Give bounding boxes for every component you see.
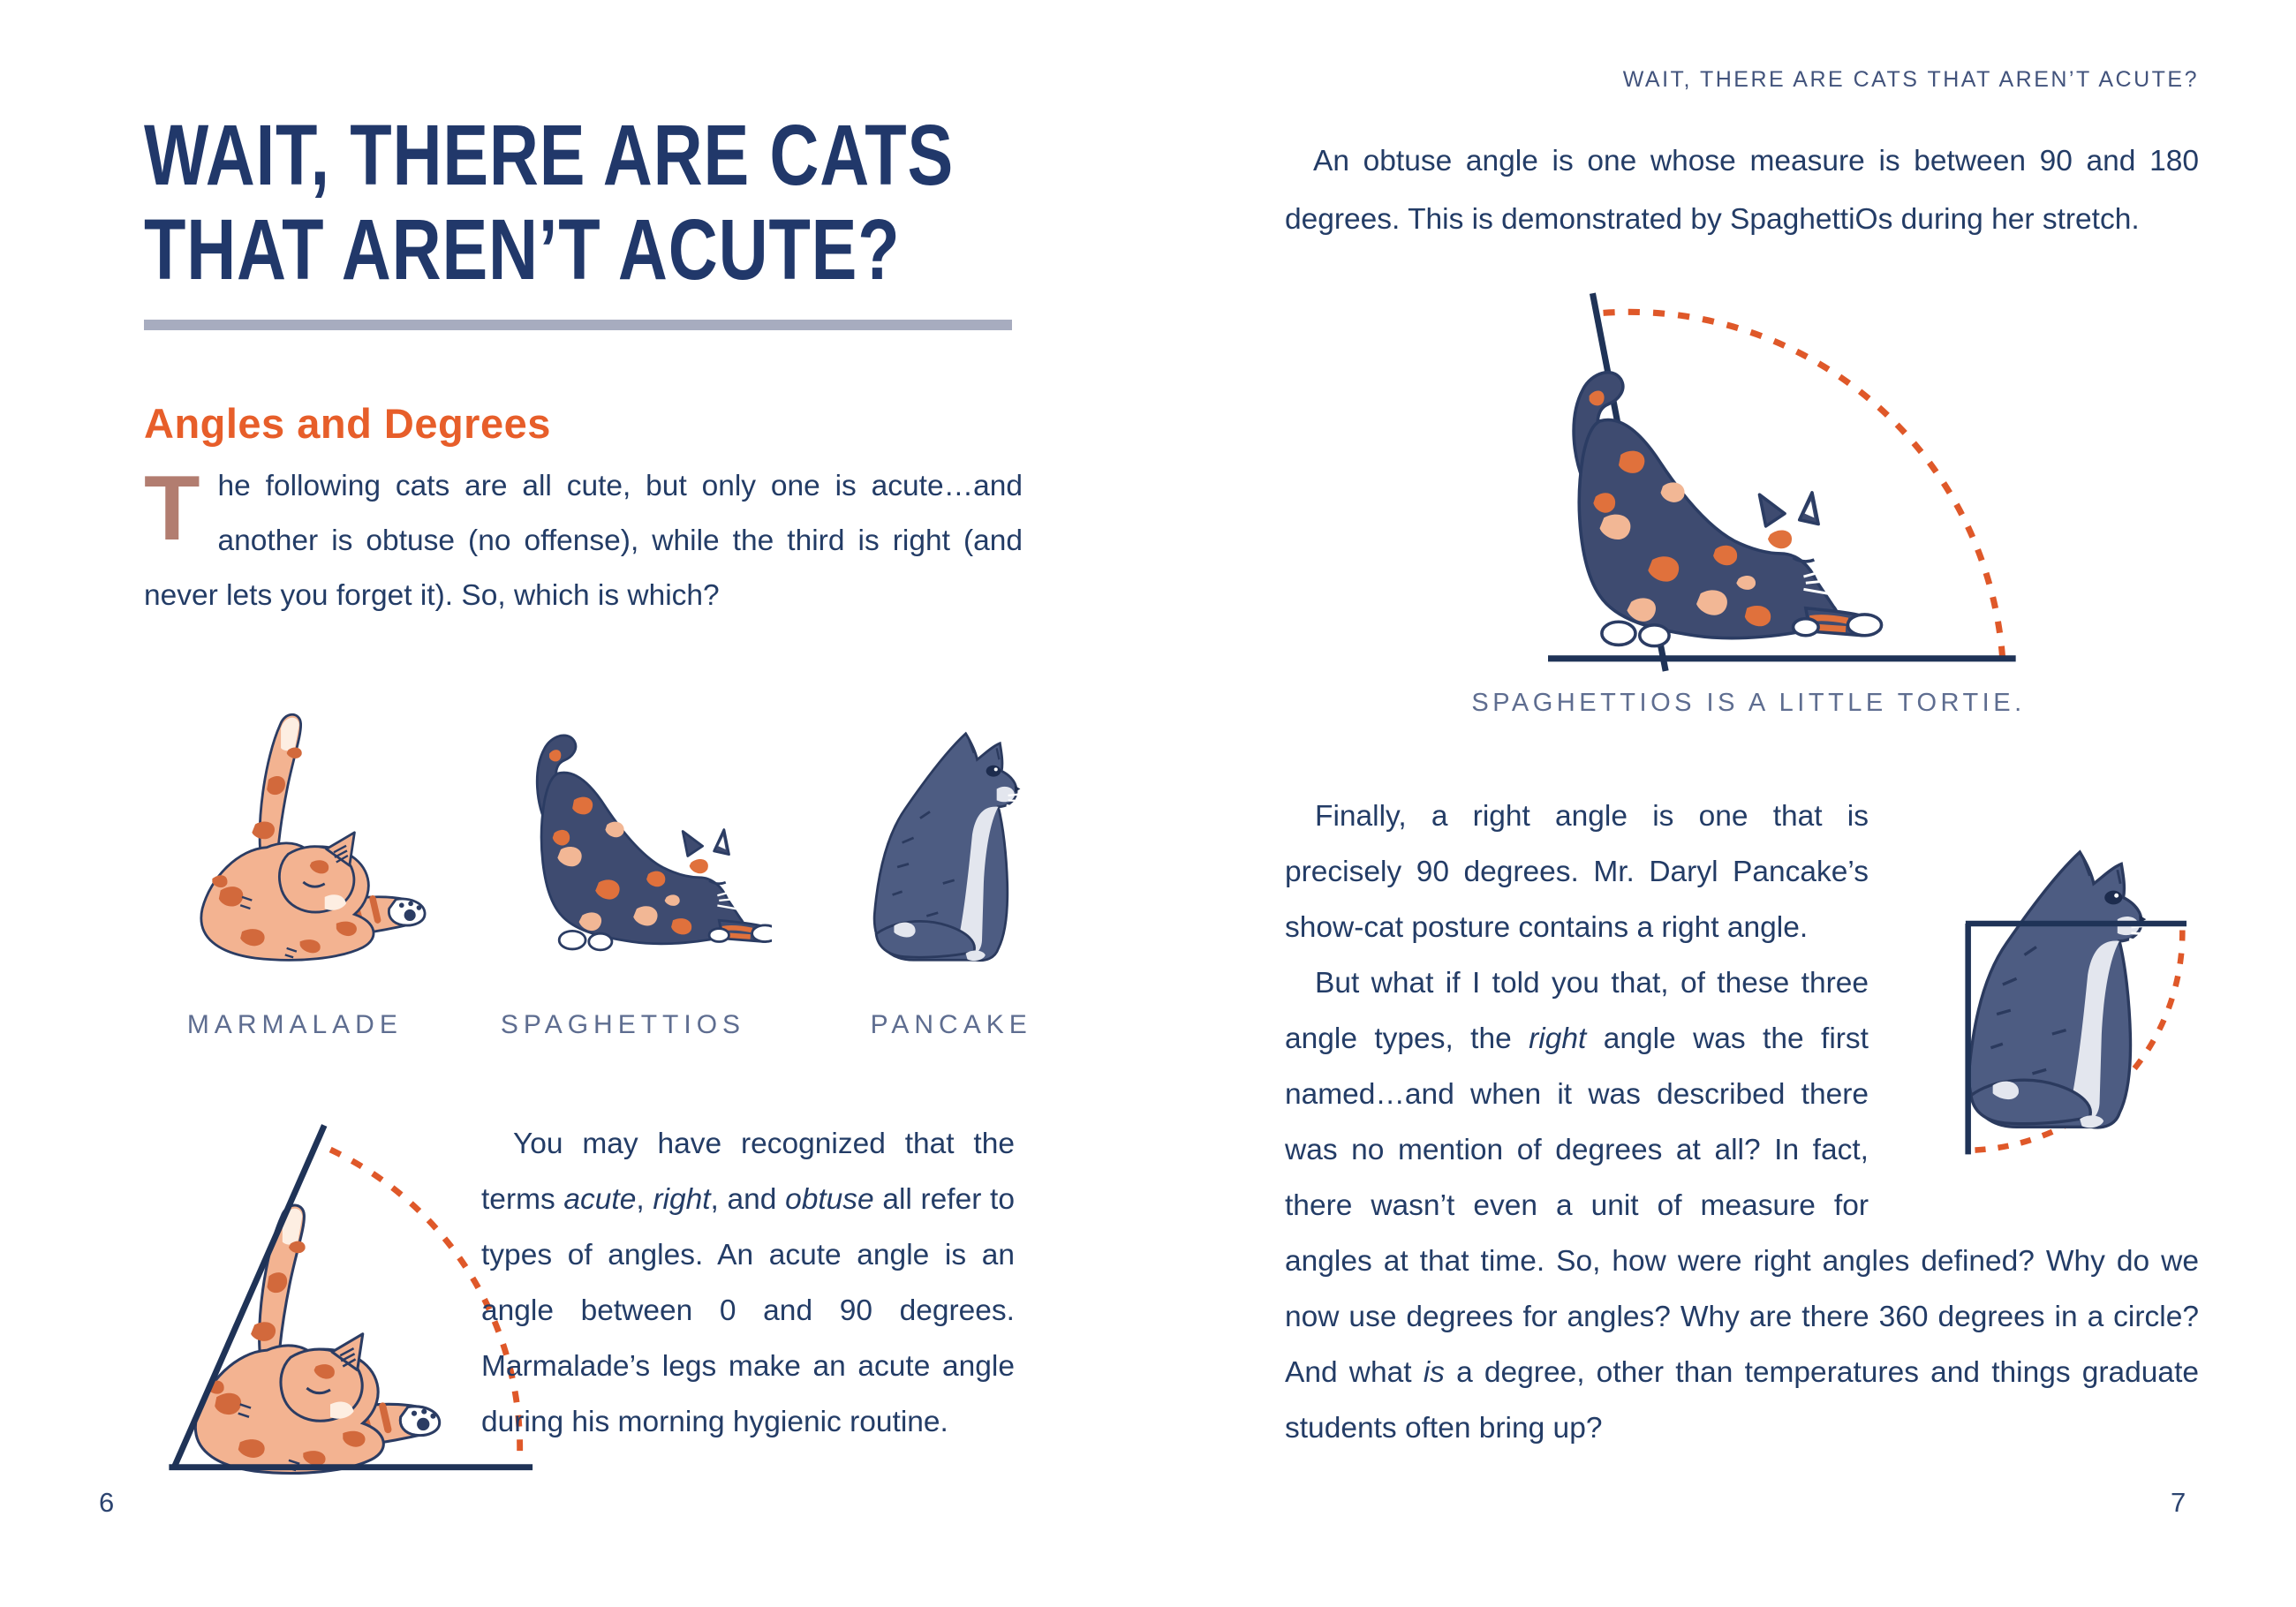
obtuse-angle-overlay bbox=[1459, 275, 2038, 678]
right-paragraph-2: But what if I told you that, of these three angle types, the right angle was the first named…and when it was described there was no mention of degrees at all? In fact, there wasn’t even a unit of measure for angles at that time. So, how were right angles defined? Why do we now use degrees for angles? Why are there 360 degrees in a circle? And what is a degree, other than temperatures and things graduate students often bring up? bbox=[1285, 967, 2200, 1445]
right-page-body bbox=[1285, 788, 2199, 1456]
cat-label-pancake: PANCAKE bbox=[870, 1010, 1032, 1039]
drop-cap: T bbox=[144, 457, 200, 560]
marmalade-cat-illustration bbox=[162, 700, 427, 973]
cat-figure-pancake bbox=[787, 721, 1115, 1040]
chapter-title-line1: WAIT, THERE ARE CATS bbox=[144, 107, 955, 203]
cat-figure-spaghettios bbox=[459, 726, 788, 1040]
pancake-cat-illustration bbox=[845, 721, 1057, 973]
chapter-title bbox=[144, 108, 954, 297]
section-heading: Angles and Degrees bbox=[144, 400, 551, 447]
cat-label-spaghettios: SPAGHETTIOS bbox=[500, 1010, 746, 1039]
spaghettios-cat-illustration bbox=[475, 726, 772, 973]
figure-caption: SPAGHETTIOS IS A LITTLE TORTIE. bbox=[1471, 689, 2026, 717]
cat-figure-row bbox=[131, 729, 1115, 1040]
acute-paragraph: You may have recognized that the terms acute, right, and obtuse all refer to types of angles. An acute angle is an angle between 0 and 90 degrees. Marmalade’s legs make an acute angle during his morning hygienic routine. bbox=[481, 1128, 1015, 1438]
cat-label-marmalade: MARMALADE bbox=[186, 1010, 403, 1039]
acute-angle-overlay bbox=[138, 1111, 537, 1490]
right-angle-figure bbox=[1902, 794, 2199, 1202]
intro-paragraph bbox=[144, 459, 1023, 623]
cat-figure-marmalade bbox=[131, 700, 459, 1040]
page-number-right: 7 bbox=[2171, 1487, 2186, 1518]
acute-angle-figure bbox=[138, 1111, 537, 1490]
running-header: WAIT, THERE ARE CATS THAT AREN’T ACUTE? bbox=[1622, 67, 2199, 92]
chapter-title-line2: THAT AREN’T ACUTE? bbox=[144, 201, 901, 298]
intro-text: he following cats are all cute, but only one is acute…and another is obtuse (no offense), while the third is right (and never lets you forget it). So, which is which? bbox=[144, 470, 1023, 612]
obtuse-angle-figure bbox=[1459, 275, 2038, 678]
right-angle-overlay bbox=[1902, 794, 2199, 1202]
obtuse-paragraph: An obtuse angle is one whose measure is between 90 and 180 degrees. This is demonstrated by SpaghettiOs during her stretch. bbox=[1285, 145, 2199, 236]
title-underline-rule bbox=[144, 320, 1012, 330]
page-number-left: 6 bbox=[99, 1487, 115, 1518]
right-paragraph-1: Finally, a right angle is one that is precisely 90 degrees. Mr. Daryl Pancake’s show-cat posture contains a right angle. bbox=[1285, 800, 1869, 944]
